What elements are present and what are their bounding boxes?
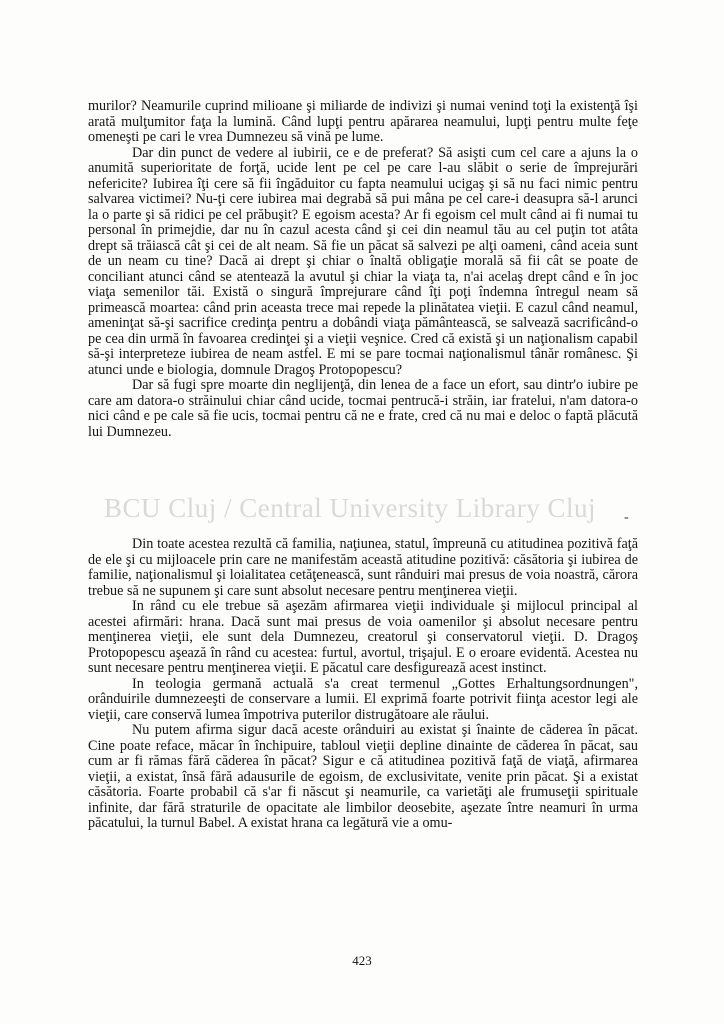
paragraph: Nu putem afirma sigur dacă aceste orânduiri au existat şi înainte de căderea în păcat. Cine poate reface, măcar în închipuire, tabloul vieţii depline dinainte de căderea în păcat, sau cum ar fi rămas fără căderea în păcat? Sigur e că atitudinea pozitivă faţă de viaţă, afirmarea vieţii, a existat, însă fără adausurile de egoism, de exclusivitate, venite prin păcat. Şi a existat căsătoria. Foarte probabil că s'ar fi născut şi neamurile, ca varietăţi ale frumuseţii spirituale infinite, dar fără straturile de opacitate ale limbilor deosebite, aşezate între neamuri în urma păcatului, la turnul Babel. A existat hrana ca legătură vie a omu- (88, 722, 638, 831)
paragraph: In teologia germană actuală s'a creat termenul „Gottes Erhaltungsordnungen", orânduirile dumnezeeşti de conservare a lumii. El exprimă foarte potrivit fiinţa acestor legi ale vieţii, care conservă lumea împotriva puterilor distrugătoare ale răului. (88, 675, 638, 723)
paragraph: In rând cu ele trebue să aşezăm afirmarea vieţii individuale şi mijlocul principal al acestei afirmări: hrana. Dacă sunt mai presus de voia oamenilor şi absolut necesare pentru menţinerea vieţii, ele sunt dela Dumnezeu, creatorul şi conservatorul vieţii. D. Dragoş Protopopescu aşează în rând cu acestea: furtul, avortul, trişajul. E o eroare evidentă. Acestea nu sunt necesare pentru menţinerea vieţii. E păcatul care desfigurează acest instinct. (88, 598, 638, 676)
text-section-upper (88, 99, 638, 440)
margin-mark: - (624, 510, 629, 525)
paragraph: Dar să fugi spre moarte din neglijenţă, din lenea de a face un efort, sau dintr'o iubire pe care am datora-o străinului chiar când ucide, tocmai pentrucă-i străin, iar fratelui, n'am datora-o nici când e pe cale să fie ucis, tocmai pentru că ne e frate, cred că nu mai e deloc o faptă plăcută lui Dumnezeu. (88, 377, 638, 440)
paragraph: murilor? Neamurile cuprind milioane şi miliarde de indivizi şi numai venind toţi la existenţă îşi arată mulţumitor faţa la lumină. Când lupţi pentru apărarea neamului, lupţi pentru multe feţe omeneşti pe cari le vrea Dumnezeu să vină pe lume. (88, 98, 638, 145)
paragraph: Din toate acestea rezultă că familia, naţiunea, statul, împreună cu atitudinea pozitivă faţă de ele şi cu mijloacele prin care ne manifestăm această atitudine pozitivă: căsătoria şi iubirea de familie, naţionalismul şi loialitatea cetăţenească, sunt rânduiri mai presus de voia noastră, cărora trebue să ne supunem şi care sunt absolut necesare pentru menţinerea vieţii. (88, 536, 638, 599)
paragraph: Dar din punct de vedere al iubirii, ce e de preferat? Să asişti cum cel care a ajuns la o anumită superioritate de forţă, ucide lent pe cel pe care l-au slăbit o serie de împrejurări nefericite? Iubirea îţi cere să fii îngăduitor cu fapta neamului ucigaş şi să nu faci nimic pentru salvarea victimei? Nu-ţi cere iubirea mai degrabă să pui mâna pe cel care-i deasupra să-l arunci la o parte şi să ridici pe cel prăbuşit? E egoism acesta? Ar fi egoism cel mult când ai fi numai tu personal în primejdie, dar nu în cazul acesta când şi cei din neamul tău au cel puţin tot atâta drept să trăiască cât şi cei de alt neam. Să fie un păcat să salvezi pe alţi oameni, când aceia sunt de un neam cu tine? Dacă ai drept şi chiar o înaltă obligaţie morală să fii cât se poate de conciliant atunci când se atentează la avutul şi chiar la viaţa ta, n'ai acelaş drept când e în joc viaţa semenilor tăi. Există o singură împrejurare când îţi poţi îndemna întregul neam să primească moartea: când prin aceasta trece mai repede la plinătatea vieţii. E cazul când neamul, ameninţat să-şi sacrifice credinţa pentru a dobândi viaţa pământească, se salvează sacrificând-o pe cea din urmă în favoarea credinţei şi a vieţii veşnice. Cred că există şi un naţionalism capabil să-şi interpreteze iubirea de neam astfel. E mi se pare tocmai naţionalismul tânăr românesc. Şi atunci unde e biologia, domnule Dragoş Protopopescu? (88, 144, 638, 378)
text-section-lower (88, 537, 638, 832)
page-number: 423 (352, 953, 372, 968)
library-watermark: BCU Cluj / Central University Library Cluj (104, 493, 596, 523)
